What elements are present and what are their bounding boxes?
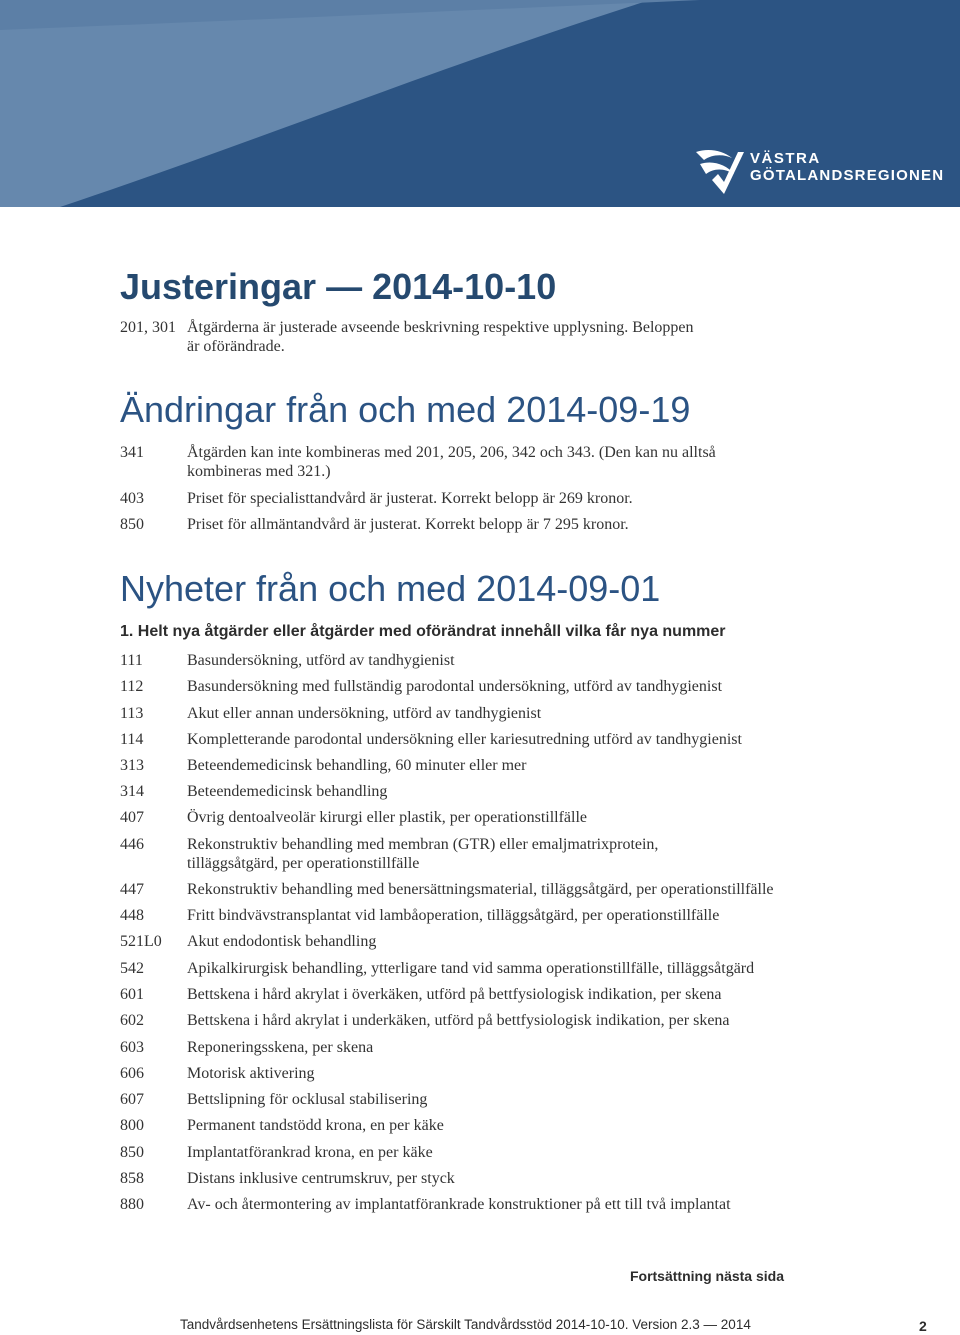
item-code: 521L0	[120, 933, 162, 950]
logo-text-line1: VÄSTRA	[750, 150, 821, 167]
item-code: 341	[120, 444, 144, 461]
item-code: 542	[120, 960, 144, 977]
heading-nyheter: Nyheter från och med 2014-09-01	[120, 568, 661, 609]
footer-text: Tandvårdsenhetens Ersättningslista för Särskilt Tandvårdsstöd 2014-10-10. Version 2.3 — 2014	[180, 1317, 751, 1332]
item-text: Fritt bindvävstransplantat vid lambåoperation, tilläggsåtgärd, per operationstillfälle	[187, 907, 720, 924]
item-text: Åtgärderna är justerade avseende beskrivning respektive upplysning. Beloppen är oförändrade.	[187, 319, 694, 355]
item-code: 313	[120, 757, 144, 774]
item-code: 606	[120, 1065, 144, 1082]
item-code: 113	[120, 705, 144, 722]
item-text: Bettslipning för ocklusal stabilisering	[187, 1091, 428, 1108]
item-code: 601	[120, 986, 144, 1003]
item-code: 407	[120, 809, 144, 826]
item-text: Akut endodontisk behandling	[187, 933, 377, 950]
item-text: Av- och återmontering av implantatförankrade konstruktioner på ett till två implantat	[187, 1196, 731, 1213]
item-code: 446	[120, 836, 144, 853]
item-text: Akut eller annan undersökning, utförd av tandhygienist	[187, 705, 542, 722]
logo-text-line2: GÖTALANDSREGIONEN	[750, 167, 945, 184]
item-text: Permanent tandstödd krona, en per käke	[187, 1117, 444, 1134]
header-banner	[0, 0, 960, 207]
item-code: 314	[120, 783, 144, 800]
logo	[694, 146, 945, 196]
item-code: 858	[120, 1170, 144, 1187]
item-text: Övrig dentoalveolär kirurgi eller plastik, per operationstillfälle	[187, 809, 588, 826]
item-code: 403	[120, 490, 144, 507]
subheading: 1. Helt nya åtgärder eller åtgärder med oförändrat innehåll vilka får nya nummer	[120, 623, 726, 640]
continuation-note: Fortsättning nästa sida	[629, 1268, 784, 1284]
item-text: Beteendemedicinsk behandling, 60 minuter eller mer	[187, 757, 527, 774]
item-text: Implantatförankrad krona, en per käke	[187, 1144, 433, 1161]
item-text: Motorisk aktivering	[187, 1065, 315, 1082]
item-text: Rekonstruktiv behandling med membran (GTR) eller emaljmatrixprotein, tilläggsåtgärd, per operationstillfälle	[187, 836, 659, 872]
item-text: Bettskena i hård akrylat i överkäken, utförd på bettfysiologisk indikation, per skena	[187, 986, 722, 1003]
item-text: Priset för allmäntandvård är justerat. Korrekt belopp är 7 295 kronor.	[187, 516, 629, 533]
item-code: 602	[120, 1012, 144, 1029]
heading-andringar: Ändringar från och med 2014-09-19	[120, 389, 691, 430]
item-code: 880	[120, 1196, 144, 1213]
item-text: Basundersökning, utförd av tandhygienist	[187, 652, 455, 669]
item-code: 850	[120, 1144, 144, 1161]
item-code: 850	[120, 516, 144, 533]
heading-justeringar: Justeringar — 2014-10-10	[120, 266, 557, 307]
item-code: 112	[120, 678, 144, 695]
item-code: 448	[120, 907, 144, 924]
logo-mark-icon	[694, 146, 746, 196]
item-text: Kompletterande parodontal undersökning eller kariesutredning utförd av tandhygienist	[187, 731, 742, 748]
item-text: Rekonstruktiv behandling med benersättningsmaterial, tilläggsåtgärd, per operationstillfälle	[187, 881, 774, 898]
item-code: 603	[120, 1039, 144, 1056]
item-text: Distans inklusive centrumskruv, per styck	[187, 1170, 455, 1187]
item-code: 447	[120, 881, 144, 898]
item-code: 114	[120, 731, 144, 748]
item-code: 111	[120, 652, 143, 669]
item-code: 800	[120, 1117, 144, 1134]
item-text: Åtgärden kan inte kombineras med 201, 205, 206, 342 och 343. (Den kan nu alltså kombineras med 321.)	[187, 444, 716, 480]
item-code: 607	[120, 1091, 144, 1108]
page-number: 2	[919, 1318, 927, 1334]
item-text: Priset för specialisttandvård är justerat. Korrekt belopp är 269 kronor.	[187, 490, 633, 507]
item-code: 201, 301	[120, 319, 176, 336]
item-text: Basundersökning med fullständig parodontal undersökning, utförd av tandhygienist	[187, 678, 723, 695]
item-text: Reponeringsskena, per skena	[187, 1039, 374, 1056]
item-text: Apikalkirurgisk behandling, ytterligare tand vid samma operationstillfälle, tilläggsåtgärd	[187, 960, 755, 977]
item-text: Beteendemedicinsk behandling	[187, 783, 388, 800]
item-text: Bettskena i hård akrylat i underkäken, utförd på bettfysiologisk indikation, per skena	[187, 1012, 730, 1029]
